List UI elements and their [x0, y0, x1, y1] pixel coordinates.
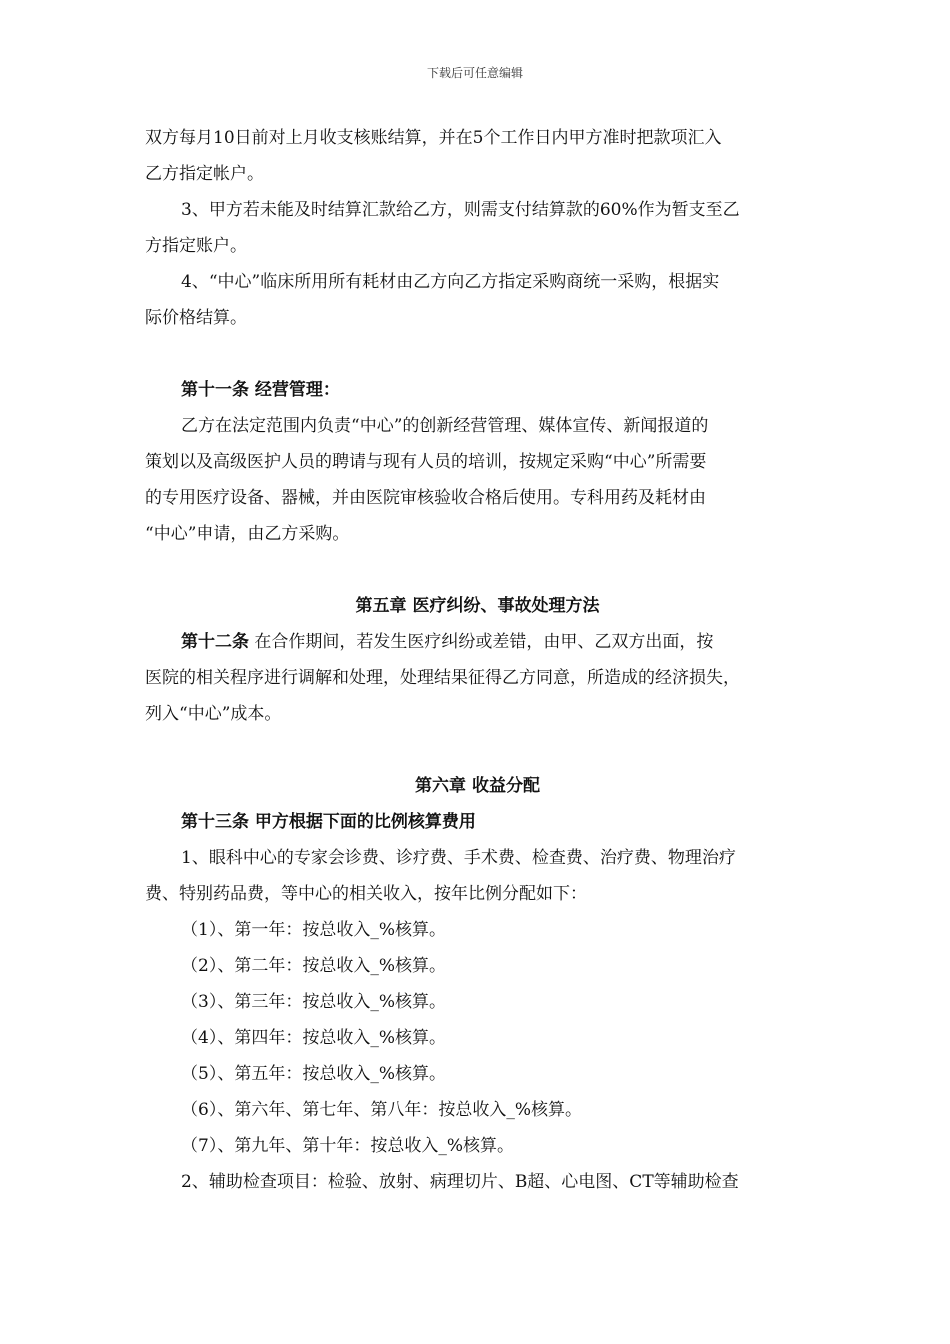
article-12-line — [145, 624, 810, 660]
paragraph-line: 4、“中心”临床所用所有耗材由乙方向乙方指定采购商统一采购，根据实 — [181, 272, 720, 292]
paragraph-line: 乙方在法定范围内负责“中心”的创新经营管理、媒体宣传、新闻报道的 — [181, 416, 709, 436]
article-12-text: 在合作期间，若发生医疗纠纷或差错，由甲、乙双方出面，按 — [249, 632, 714, 652]
paragraph-line: 方指定账户。 — [145, 236, 247, 256]
paragraph-line: 1、眼科中心的专家会诊费、诊疗费、手术费、检查费、治疗费、物理治疗 — [181, 848, 736, 868]
list-item: （3）、第三年：按总收入_%核算。 — [181, 992, 446, 1012]
article-12-label: 第十二条 — [181, 632, 249, 652]
list-item: （6）、第六年、第七年、第八年：按总收入_%核算。 — [181, 1100, 582, 1120]
list-item: （5）、第五年：按总收入_%核算。 — [181, 1064, 446, 1084]
list-item: （4）、第四年：按总收入_%核算。 — [181, 1028, 446, 1048]
paragraph-line: 2、辅助检查项目：检验、放射、病理切片、B超、心电图、CT等辅助检查 — [181, 1172, 739, 1192]
paragraph-line: 费、特别药品费，等中心的相关收入，按年比例分配如下： — [145, 884, 587, 904]
paragraph-line: 医院的相关程序进行调解和处理，处理结果征得乙方同意，所造成的经济损失， — [145, 668, 740, 688]
paragraph-line: “中心”申请，由乙方采购。 — [145, 524, 350, 544]
page-header: 下载后可任意编辑 — [426, 66, 523, 80]
document-body — [145, 120, 810, 1200]
paragraph-line: 双方每月10日前对上月收支核账结算，并在5个工作日内甲方准时把款项汇入 — [145, 128, 722, 148]
paragraph-line: 际价格结算。 — [145, 308, 247, 328]
paragraph-line: 乙方指定帐户。 — [145, 164, 264, 184]
paragraph-line: 的专用医疗设备、器械，并由医院审核验收合格后使用。专科用药及耗材由 — [145, 488, 706, 508]
paragraph-line: 策划以及高级医护人员的聘请与现有人员的培训，按规定采购“中心”所需要 — [145, 452, 707, 472]
paragraph-line: 3、甲方若未能及时结算汇款给乙方，则需支付结算款的60%作为暂支至乙 — [181, 200, 740, 220]
chapter-6-title: 第六章 收益分配 — [415, 776, 540, 796]
list-item: （2）、第二年：按总收入_%核算。 — [181, 956, 446, 976]
list-item: （1）、第一年：按总收入_%核算。 — [181, 920, 446, 940]
paragraph-line: 列入“中心”成本。 — [145, 704, 282, 724]
article-11-title: 第十一条 经营管理： — [181, 380, 340, 400]
chapter-5-title: 第五章 医疗纠纷、事故处理方法 — [355, 596, 600, 616]
article-13-title: 第十三条 甲方根据下面的比例核算费用 — [181, 812, 476, 832]
list-item: （7）、第九年、第十年：按总收入_%核算。 — [181, 1136, 514, 1156]
